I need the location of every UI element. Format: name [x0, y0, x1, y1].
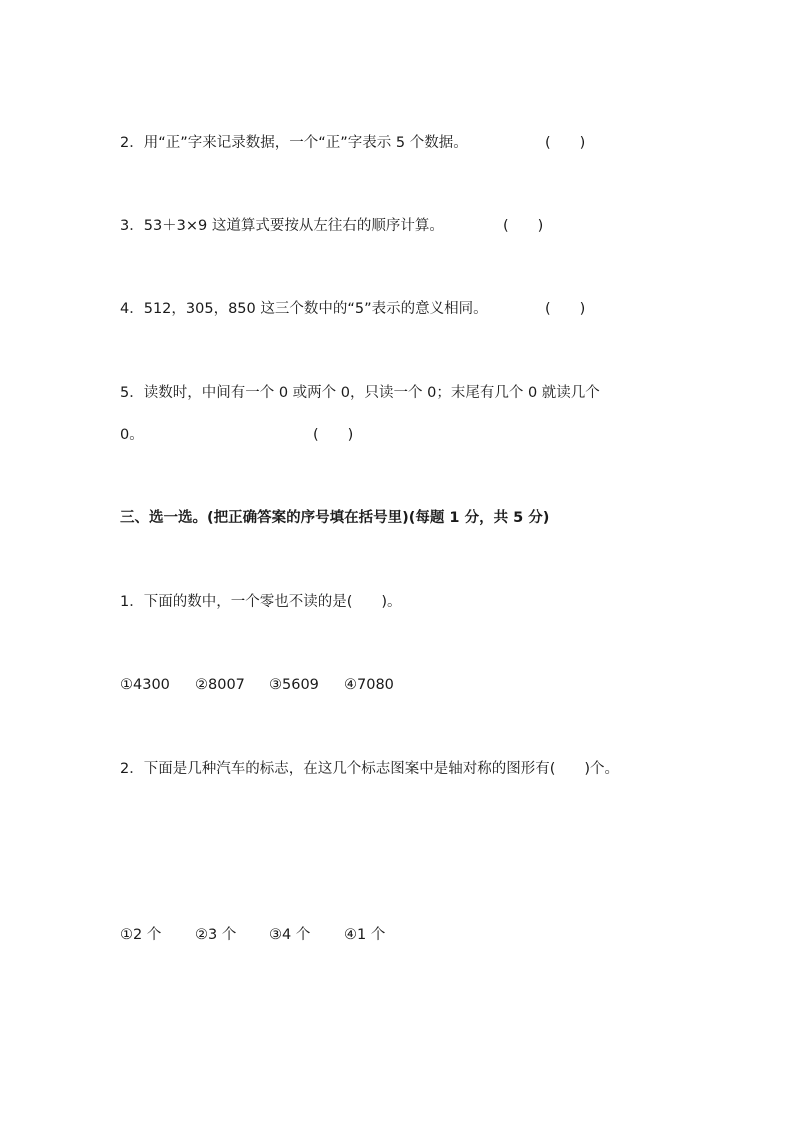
q1-option-2[interactable]: ②8007	[195, 677, 245, 693]
judge-question-3: 3．53＋3×9 这道算式要按从左往右的顺序计算。	[120, 218, 444, 234]
choice-question-1: 1．下面的数中，一个零也不读的是( )。	[120, 594, 402, 610]
q1-option-1[interactable]: ①4300	[120, 677, 170, 693]
q1-option-4[interactable]: ④7080	[344, 677, 394, 693]
answer-blank-3[interactable]: ( )	[503, 218, 544, 234]
answer-blank-2[interactable]: ( )	[545, 135, 586, 151]
car-logos-image-area	[120, 790, 660, 910]
answer-blank-5[interactable]: ( )	[313, 427, 354, 443]
q1-option-3[interactable]: ③5609	[269, 677, 319, 693]
q2-option-2[interactable]: ②3 个	[195, 927, 237, 943]
judge-question-4: 4．512，305，850 这三个数中的“5”表示的意义相同。	[120, 301, 488, 317]
section-3-heading: 三、选一选。(把正确答案的序号填在括号里)(每题 1 分，共 5 分)	[120, 510, 550, 526]
choice-question-2: 2．下面是几种汽车的标志，在这几个标志图案中是轴对称的图形有( )个。	[120, 761, 620, 777]
q2-option-3[interactable]: ③4 个	[269, 927, 311, 943]
judge-question-2: 2．用“正”字来记录数据，一个“正”字表示 5 个数据。	[120, 135, 468, 151]
answer-blank-4[interactable]: ( )	[545, 301, 586, 317]
q2-option-1[interactable]: ①2 个	[120, 927, 162, 943]
judge-question-5-line2: 0。	[120, 427, 144, 443]
judge-question-5-line1: 5．读数时，中间有一个 0 或两个 0，只读一个 0；末尾有几个 0 就读几个	[120, 385, 600, 401]
q2-option-4[interactable]: ④1 个	[344, 927, 386, 943]
